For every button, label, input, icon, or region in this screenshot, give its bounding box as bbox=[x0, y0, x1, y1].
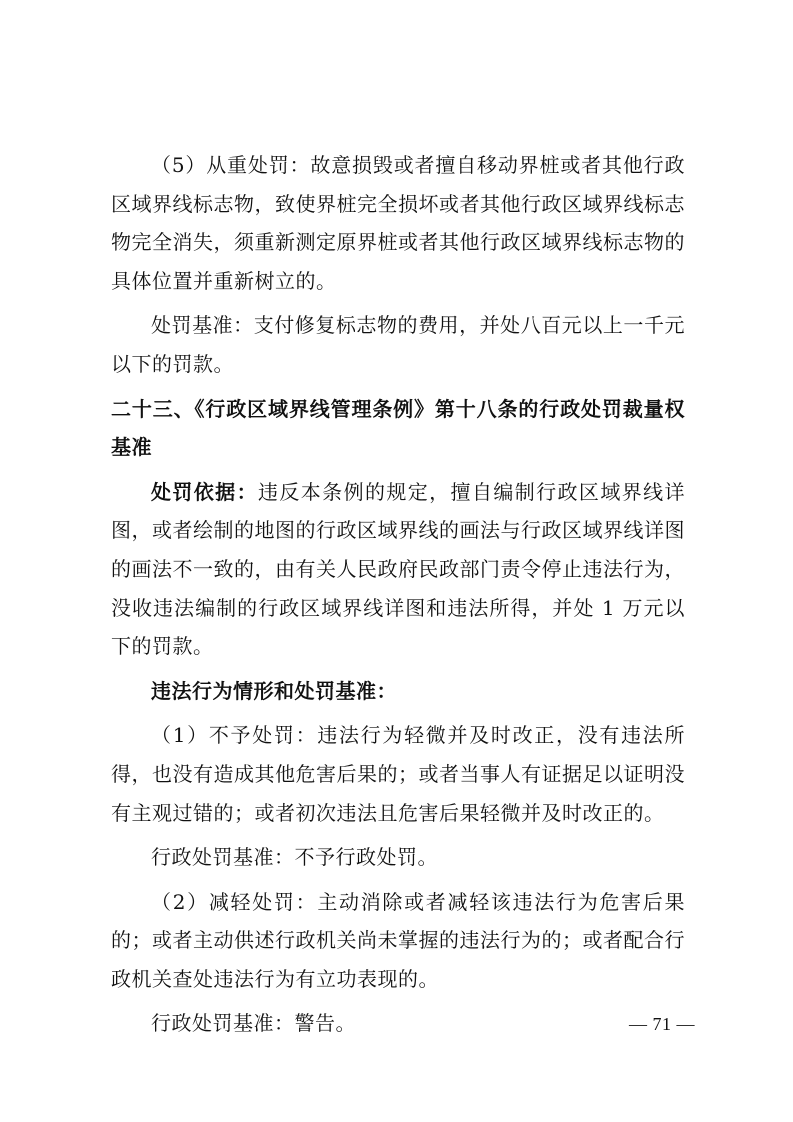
penalty-basis-text: 违反本条例的规定，擅自编制行政区域界线详图，或者绘制的地图的行政区域界线的画法与行政区域界线详图的画法不一致的，由有关人民政府民政部门责令停止违法行为，没收违法编制的行政区域界线详图和违法所得，并处 1 万元以下的罚款。 bbox=[111, 479, 686, 659]
subheading-violation-circumstances: 违法行为情形和处罚基准： bbox=[151, 678, 397, 703]
paragraph-penalty-standard: 处罚基准：支付修复标志物的费用，并处八百元以上一千元以下的罚款。 bbox=[111, 313, 685, 376]
page-number: — 71 — bbox=[629, 1014, 695, 1034]
penalty-basis-label: 处罚依据： bbox=[151, 479, 258, 504]
paragraph-mitigated-penalty: （2）减轻处罚：主动消除或者减轻该违法行为危害后果的；或者主动供述行政机关尚未掌握的违法行为的；或者配合行政机关查处违法行为有立功表现的。 bbox=[111, 889, 685, 991]
section-heading: 二十三、《行政区域界线管理条例》第十八条的行政处罚裁量权基准 bbox=[111, 396, 685, 460]
page-body bbox=[111, 146, 685, 1043]
paragraph-no-penalty-standard: 行政处罚基准：不予行政处罚。 bbox=[151, 845, 438, 870]
paragraph-warning-standard: 行政处罚基准：警告。 bbox=[151, 1011, 356, 1036]
paragraph-aggravated-penalty: （5）从重处罚：故意损毁或者擅自移动界桩或者其他行政区域界线标志物，致使界桩完全损坏或者其他行政区域界线标志物完全消失，须重新测定原界桩或者其他行政区域界线标志物的具体位置并重新树立的。 bbox=[111, 153, 685, 293]
paragraph-no-penalty: （1）不予处罚：违法行为轻微并及时改正，没有违法所得，也没有造成其他危害后果的；或者当事人有证据足以证明没有主观过错的；或者初次违法且危害后果轻微并及时改正的。 bbox=[111, 723, 685, 825]
paragraph-penalty-basis bbox=[111, 473, 685, 666]
